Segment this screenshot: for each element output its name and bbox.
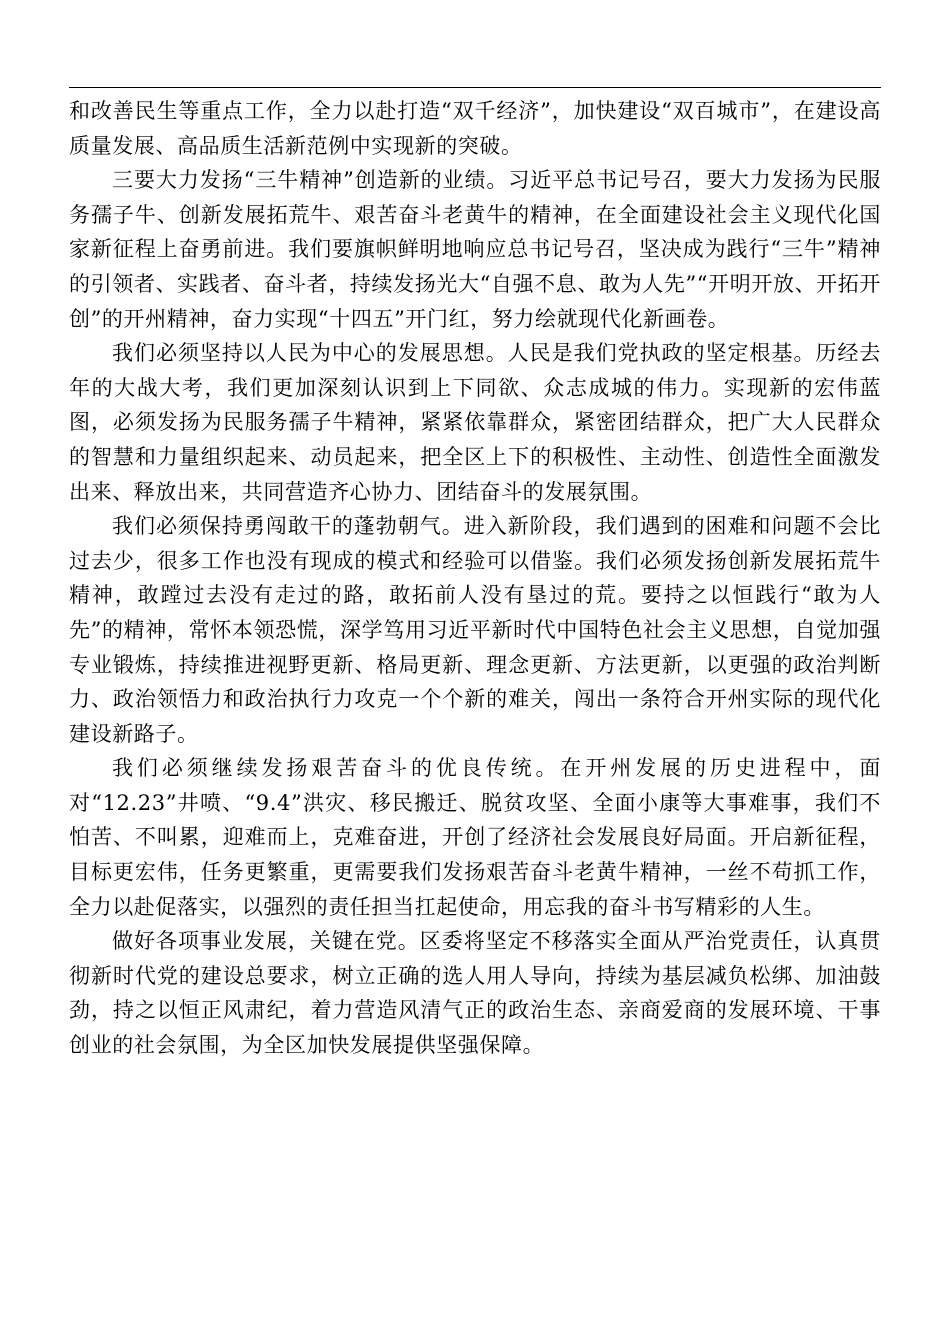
paragraph-pioneering-spirit: 我们必须保持勇闯敢干的蓬勃朝气。进入新阶段，我们遇到的困难和问题不会比过去少，很多工作也没有现成的模式和经验可以借鉴。我们必须发扬创新发展拓荒牛精神，敢蹚过去没有走过的路，敢拓前人没有垦过的荒。要持之以恒践行“敢为人先”的精神，常怀本领恐慌，深学笃用习近平新时代中国特色社会主义思想，自觉加强专业锻炼，持续推进视野更新、格局更新、理念更新、方法更新，以更强的政治判断力、政治领悟力和政治执行力攻克一个个新的难关，闯出一条符合开州实际的现代化建设新路子。	[69, 514, 881, 746]
paragraph-continued: 和改善民生等重点工作，全力以赴打造“双千经济”，加快建设“双百城市”，在建设高质量发展、高品质生活新范例中实现新的突破。	[69, 99, 881, 158]
paragraph-people-centered: 我们必须坚持以人民为中心的发展思想。人民是我们党执政的坚定根基。历经去年的大战大考，我们更加深刻认识到上下同欲、众志成城的伟力。实现新的宏伟蓝图，必须发扬为民服务孺子牛精神，紧紧依靠群众，紧密团结群众，把广大人民群众的智慧和力量组织起来、动员起来，把全区上下的积极性、主动性、创造性全面激发出来、释放出来，共同营造齐心协力、团结奋斗的发展氛围。	[69, 341, 881, 504]
paragraph-hard-work-tradition: 我们必须继续发扬艰苦奋斗的优良传统。在开州发展的历史进程中，面对“12.23”井喷、“9.4”洪灾、移民搬迁、脱贫攻坚、全面小康等大事难事，我们不怕苦、不叫累，迎难而上，克难奋进，开创了经济社会发展良好局面。开启新征程，目标更宏伟，任务更繁重，更需要我们发扬艰苦奋斗老黄牛精神，一丝不苟抓工作，全力以赴促落实，以强烈的责任担当扛起使命，用忘我的奋斗书写精彩的人生。	[69, 756, 881, 919]
header-rule	[69, 87, 881, 88]
document-body	[69, 94, 881, 1063]
paragraph-party-leadership: 做好各项事业发展，关键在党。区委将坚定不移落实全面从严治党责任，认真贯彻新时代党的建设总要求，树立正确的选人用人导向，持续为基层减负松绑、加油鼓劲，持之以恒正风肃纪，着力营造风清气正的政治生态、亲商爱商的发展环境、干事创业的社会氛围，为全区加快发展提供坚强保障。	[69, 929, 881, 1058]
paragraph-three-niu-spirit: 三要大力发扬“三牛精神”创造新的业绩。习近平总书记号召，要大力发扬为民服务孺子牛、创新发展拓荒牛、艰苦奋斗老黄牛的精神，在全面建设社会主义现代化国家新征程上奋勇前进。我们要旗帜鲜明地响应总书记号召，坚决成为践行“三牛”精神的引领者、实践者、奋斗者，持续发扬光大“自强不息、敢为人先”“开明开放、开拓开创”的开州精神，奋力实现“十四五”开门红，努力绘就现代化新画卷。	[69, 168, 881, 331]
